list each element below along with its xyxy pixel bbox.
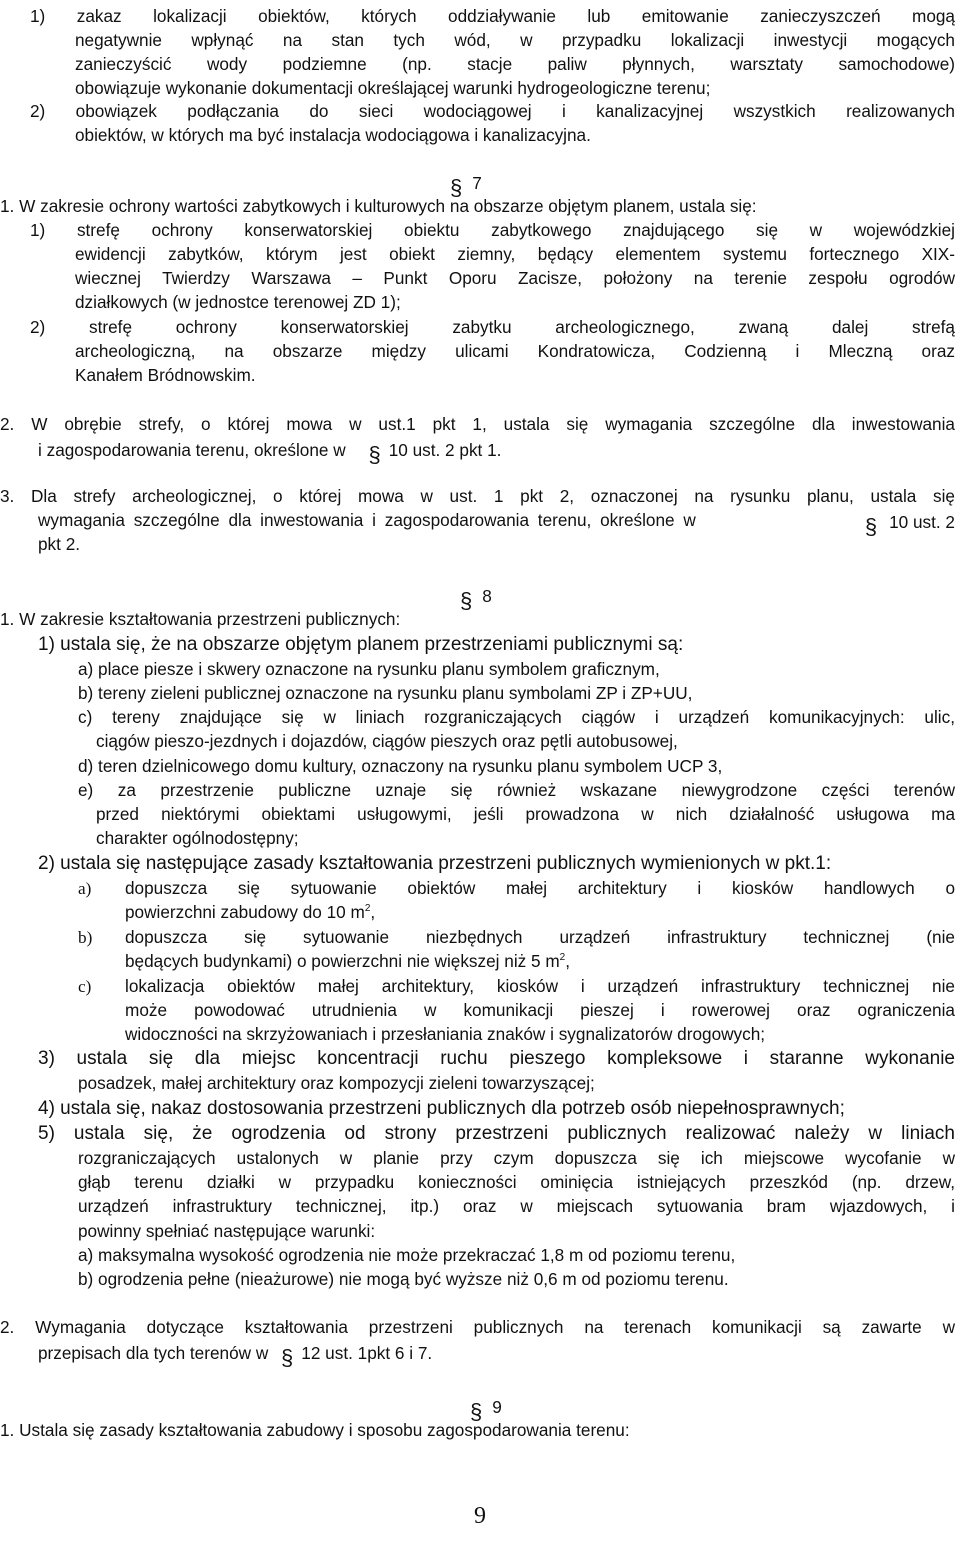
text-line: urządzeń infrastruktury technicznej, itp.) oraz w miejscach sytuowania bram wjazdowych, i — [78, 1196, 955, 1216]
section-number: 9 — [492, 1397, 502, 1417]
text-line: 2) strefę ochrony konserwatorskiej zabytku archeologicznego, zwaną dalej strefą — [30, 317, 955, 337]
section-heading-7 — [450, 170, 482, 200]
text-line: ciągów pieszo-jezdnych i dojazdów, ciągów pieszych oraz pętli autobusowej, — [96, 731, 678, 751]
text-line — [38, 437, 502, 467]
text-line: pkt 2. — [38, 534, 81, 554]
text-line: charakter ogólnodostępny; — [96, 828, 299, 848]
text-line: obowiązuje wykonanie dokumentacji określającej warunki hydrogeologiczne terenu; — [75, 78, 711, 98]
section-sign: § — [368, 442, 381, 467]
list-item: b) ogrodzenia pełne (nieażurowe) nie mogą być wyższe niż 0,6 m od poziomu terenu. — [78, 1269, 729, 1289]
section-sign: § — [470, 1399, 483, 1424]
text-line: powinny spełniać następujące warunki: — [78, 1221, 376, 1241]
list-letter: c) — [78, 977, 92, 996]
list-letter: a) — [78, 879, 92, 898]
text-span: przepisach dla tych terenów w — [38, 1343, 269, 1363]
text-line: 2. W obrębie strefy, o której mowa w ust.1 pkt 1, ustala się wymagania szczególne dla inwestowania — [0, 414, 955, 434]
text-line: 1) zakaz lokalizacji obiektów, których oddziaływanie lub emitowanie zanieczyszczeń mogą — [30, 6, 955, 26]
text-span: , — [370, 902, 376, 922]
text-span: powierzchni zabudowy do 10 m — [125, 902, 365, 922]
text-line: 1) strefę ochrony konserwatorskiej obiektu zabytkowego znajdującego się w wojewódzkiej — [30, 220, 955, 240]
paragraph: 1. Ustala się zasady kształtowania zabudowy i sposobu zagospodarowania terenu: — [0, 1420, 630, 1440]
text-line: zanieczyścić wody podziemne (np. stacje paliw płynnych, warsztaty samochodowe) — [75, 54, 955, 74]
section-heading-8 — [460, 583, 492, 613]
text-line — [38, 509, 955, 539]
text-span: będących budynkami) o powierzchni nie większej niż 5 m — [125, 951, 560, 971]
text-line: wiecznej Twierdzy Warszawa – Punkt Oporu Zacisze, położony na terenie zespołu ogrodów — [75, 268, 955, 288]
superscript: 2 — [364, 903, 371, 914]
paragraph: 1. W zakresie ochrony wartości zabytkowych i kulturowych na obszarze objętym planem, ustala się: — [0, 196, 757, 216]
section-reference: 10 ust. 2 — [889, 512, 955, 532]
section-sign: § — [281, 1345, 294, 1370]
text-line: 3. Dla strefy archeologicznej, o której mowa w ust. 1 pkt 2, oznaczonej na rysunku planu, ustala się — [0, 486, 955, 506]
list-item: 5) ustala się, że ogrodzenia od strony przestrzeni publicznych realizować należy w liniach — [38, 1123, 955, 1144]
list-letter: b) — [78, 928, 93, 947]
superscript: 2 — [559, 952, 566, 963]
list-item: 1) ustala się, że na obszarze objętym planem przestrzeniami publicznymi są: — [38, 634, 684, 655]
text-span: i zagospodarowania terenu, określone w — [38, 440, 346, 460]
text-line: może powodować utrudnienia w komunikacji pieszej i rowerowej oraz ograniczenia — [125, 1000, 955, 1020]
paragraph: 1. W zakresie kształtowania przestrzeni publicznych: — [0, 609, 401, 629]
text-line: dopuszcza się sytuowanie obiektów małej architektury i kiosków handlowych o — [125, 878, 955, 898]
text-line: działkowych (w jednostce terenowej ZD 1); — [75, 292, 401, 312]
text-line: archeologiczną, na obszarze między ulicami Kondratowicza, Codzienną i Mleczną oraz — [75, 341, 955, 361]
section-number: 7 — [472, 173, 482, 193]
list-item: b) tereny zieleni publicznej oznaczone na rysunku planu symbolami ZP i ZP+UU, — [78, 683, 693, 703]
text-line: ewidencji zabytków, którym jest obiekt ziemny, będący elementem systemu fortecznego XIX- — [75, 244, 955, 264]
text-line: obiektów, w których ma być instalacja wodociągowa i kanalizacyjna. — [75, 125, 591, 145]
text-line — [125, 901, 375, 924]
text-line: przed niektórymi obiektami usługowymi, jeśli prowadzona w nich działalność usługowa ma — [96, 804, 955, 824]
text-line: dopuszcza się sytuowanie niezbędnych urządzeń infrastruktury technicznej (nie — [125, 927, 955, 947]
section-sign: § — [864, 514, 878, 539]
list-item: e) za przestrzenie publiczne uznaje się również wskazane niewygrodzone części terenów — [78, 780, 955, 800]
list-item: a) place piesze i skwery oznaczone na rysunku planu symbolem graficznym, — [78, 659, 660, 679]
section-sign: § — [450, 175, 463, 200]
text-line: 2. Wymagania dotyczące kształtowania przestrzeni publicznych na terenach komunikacji są zawarte w — [0, 1317, 955, 1337]
text-span: wymagania szczególne dla inwestowania i zagospodarowania terenu, określone w — [38, 510, 696, 530]
section-number: 8 — [482, 586, 492, 606]
text-span: , — [565, 951, 571, 971]
section-reference: 10 ust. 2 pkt 1. — [388, 440, 502, 460]
text-line: Kanałem Bródnowskim. — [75, 365, 256, 385]
list-item: 2) ustala się następujące zasady kształtowania przestrzeni publicznych wymienionych w pkt.1: — [38, 853, 832, 874]
list-item: 4) ustala się, nakaz dostosowania przestrzeni publicznych dla potrzeb osób niepełnosprawnych; — [38, 1098, 845, 1119]
page-number: 9 — [474, 1503, 486, 1529]
section-heading-9 — [470, 1394, 502, 1424]
list-item: c) tereny znajdujące się w liniach rozgraniczających ciągów i urządzeń komunikacyjnych: ulic, — [78, 707, 955, 727]
list-item: a) maksymalna wysokość ogrodzenia nie może przekraczać 1,8 m od poziomu terenu, — [78, 1245, 736, 1265]
list-item: 3) ustala się dla miejsc koncentracji ruchu pieszego kompleksowe i staranne wykonanie — [38, 1048, 955, 1069]
text-line: lokalizacja obiektów małej architektury, kiosków i urządzeń infrastruktury technicznej nie — [125, 976, 955, 996]
section-sign: § — [460, 588, 473, 613]
text-line: rozgraniczających ustalonych w planie przy czym dopuszcza się ich miejscowe wycofanie w — [78, 1148, 955, 1168]
list-item: d) teren dzielnicowego domu kultury, oznaczony na rysunku planu symbolem UCP 3, — [78, 756, 723, 776]
text-line: głąb terenu działki w przypadku konieczności ominięcia istniejących przeszkód (np. drzew, — [78, 1172, 955, 1192]
section-reference-wrap — [864, 509, 955, 539]
text-line: widoczności na skrzyżowaniach i przesłaniania znaków i sygnalizatorów drogowych; — [125, 1024, 766, 1044]
text-line — [125, 950, 570, 973]
text-line: negatywnie wpłynąć na stan tych wód, w przypadku lokalizacji inwestycji mogących — [75, 30, 955, 50]
text-line — [38, 1340, 433, 1370]
section-reference: 12 ust. 1pkt 6 i 7. — [301, 1343, 433, 1363]
text-line: 2) obowiązek podłączania do sieci wodociągowej i kanalizacyjnej wszystkich realizowanych — [30, 101, 955, 121]
text-line: posadzek, małej architektury oraz kompozycji zieleni towarzyszącej; — [78, 1073, 595, 1093]
